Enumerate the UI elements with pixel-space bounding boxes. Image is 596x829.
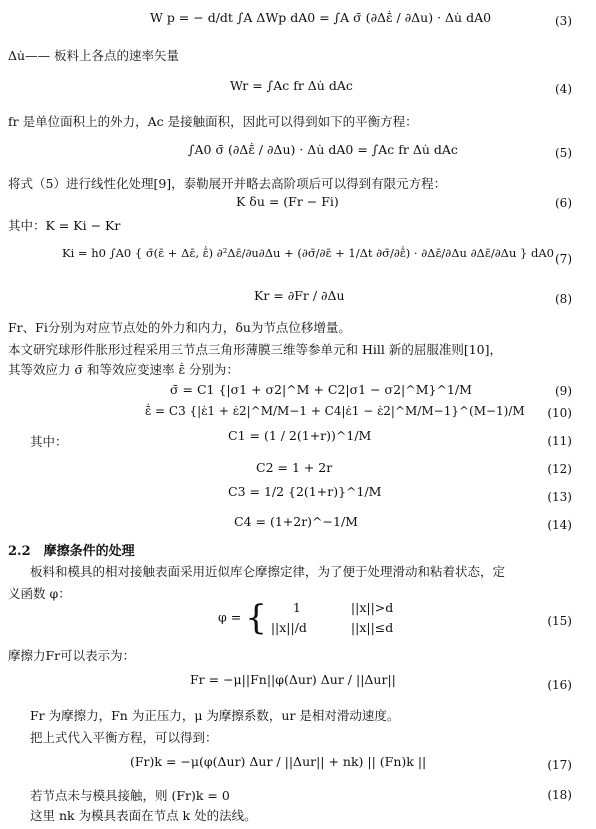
paragraph: 板料和模具的相对接触表面采用近似库仑摩擦定律，为了便于处理滑动和粘着状态，定 — [30, 564, 506, 579]
paragraph: 其中：K = Ki − Kr — [8, 218, 121, 233]
equation-number: (10) — [547, 406, 572, 420]
equation-number: (5) — [555, 146, 572, 160]
paragraph: 摩擦力Fr可以表示为： — [8, 648, 136, 663]
paragraph: 把上式代入平衡方程，可以得到： — [30, 730, 218, 745]
equation-number: (7) — [555, 252, 572, 266]
equation-number: (16) — [547, 678, 572, 692]
equation-number: (4) — [555, 82, 572, 96]
equation-number: (12) — [547, 462, 572, 476]
equation-10: ε̄̇ = C3 {|ε̇1 + ε̇2|^M/M−1 + C4|ε̇1 − ε̇2|^M/M−1}^(M−1)/M — [145, 404, 525, 418]
paragraph: 义函数 φ： — [8, 586, 71, 601]
equation-number: (6) — [555, 196, 572, 210]
equation-7: Ki = h0 ∫A0 { σ̄(ε̄ + Δε̄, ε̄̇) ∂²Δε̄/∂u∂Δu + (∂σ̄/∂ε̄ + 1/Δt ∂σ̄/∂ε̄̇) · ∂Δε̄/∂Δu ∂Δε̄/∂Δu } dA0 — [62, 246, 554, 260]
paragraph: Fr、Fi分别为对应节点处的外力和内力，δu为节点位移增量。 — [8, 320, 351, 335]
cases-values — [271, 598, 307, 638]
equation-number: (14) — [547, 518, 572, 532]
equation-8: Kr = ∂Fr / ∂Δu — [254, 288, 345, 303]
equation-13: C3 = 1/2 {2(1+r)}^1/M — [228, 484, 382, 499]
equation-4: Wr = ∫Ac fr Δu̇ dAc — [230, 78, 353, 93]
paragraph: 本文研究球形件胀形过程采用三节点三角形薄膜三维等参单元和 Hill 新的屈服准则[10]， — [8, 342, 503, 357]
equation-9: σ̄ = C1 {|σ1 + σ2|^M + C2|σ1 − σ2|^M}^1/M — [170, 382, 472, 397]
equation-3: W p = − d/dt ∫A ΔWp dA0 = ∫A σ̄ (∂Δε̄̇ / ∂Δu) · Δu̇ dA0 — [150, 10, 492, 25]
equation-number: (3) — [555, 14, 572, 28]
paragraph: 其等效应力 σ̄ 和等效应变速率 ε̄̇ 分别为： — [8, 362, 239, 377]
section-heading: 2.2 摩擦条件的处理 — [8, 544, 135, 559]
equation-11: C1 = (1 / 2(1+r))^1/M — [228, 428, 372, 443]
equation-17: (Fr)k = −μ(φ(Δur) Δur / ||Δur|| + nk) || (Fn)k || — [130, 754, 427, 769]
cases-conditions — [351, 598, 393, 638]
equation-16: Fr = −μ||Fn||φ(Δur) Δur / ||Δur|| — [190, 672, 396, 687]
paragraph: 将式（5）进行线性化处理[9]，泰勒展开并略去高阶项后可以得到有限元方程： — [8, 176, 447, 191]
phi-symbol: φ = — [218, 609, 242, 625]
case-value-2: ||x||/d — [270, 620, 307, 635]
equation-6: K δu = (Fr − Fi) — [236, 194, 339, 209]
left-brace: { — [245, 598, 267, 638]
equation-18: 若节点未与模具接触，则 (Fr)k = 0 — [30, 788, 230, 803]
paragraph: Fr 为摩擦力，Fn 为正压力，μ 为摩擦系数，ur 是相对滑动速度。 — [30, 708, 400, 723]
label: 其中： — [30, 434, 68, 449]
equation-number: (15) — [547, 614, 572, 628]
paragraph: fr 是单位面积上的外力，Ac 是接触面积，因此可以得到如下的平衡方程： — [8, 114, 418, 129]
equation-5: ∫A0 σ̄ (∂Δε̄̇ / ∂Δu) · Δu̇ dA0 = ∫Ac fr Δu̇ dAc — [188, 142, 458, 157]
equation-number: (18) — [547, 788, 572, 802]
equation-number: (9) — [555, 384, 572, 398]
equation-15 — [218, 598, 393, 638]
equation-number: (8) — [555, 292, 572, 306]
case-condition-2: ||x||≤d — [350, 620, 394, 635]
equation-14: C4 = (1+2r)^−1/M — [234, 514, 358, 529]
case-condition-1: ||x||>d — [350, 600, 394, 615]
equation-number: (17) — [547, 758, 572, 772]
equation-12: C2 = 1 + 2r — [256, 460, 333, 475]
equation-number: (13) — [547, 490, 572, 504]
paragraph: 这里 nk 为模具表面在节点 k 处的法线。 — [30, 808, 257, 823]
case-value-1: 1 — [292, 600, 301, 615]
equation-number: (11) — [547, 434, 572, 448]
paragraph: Δu̇—— 板料上各点的速率矢量 — [8, 48, 180, 63]
